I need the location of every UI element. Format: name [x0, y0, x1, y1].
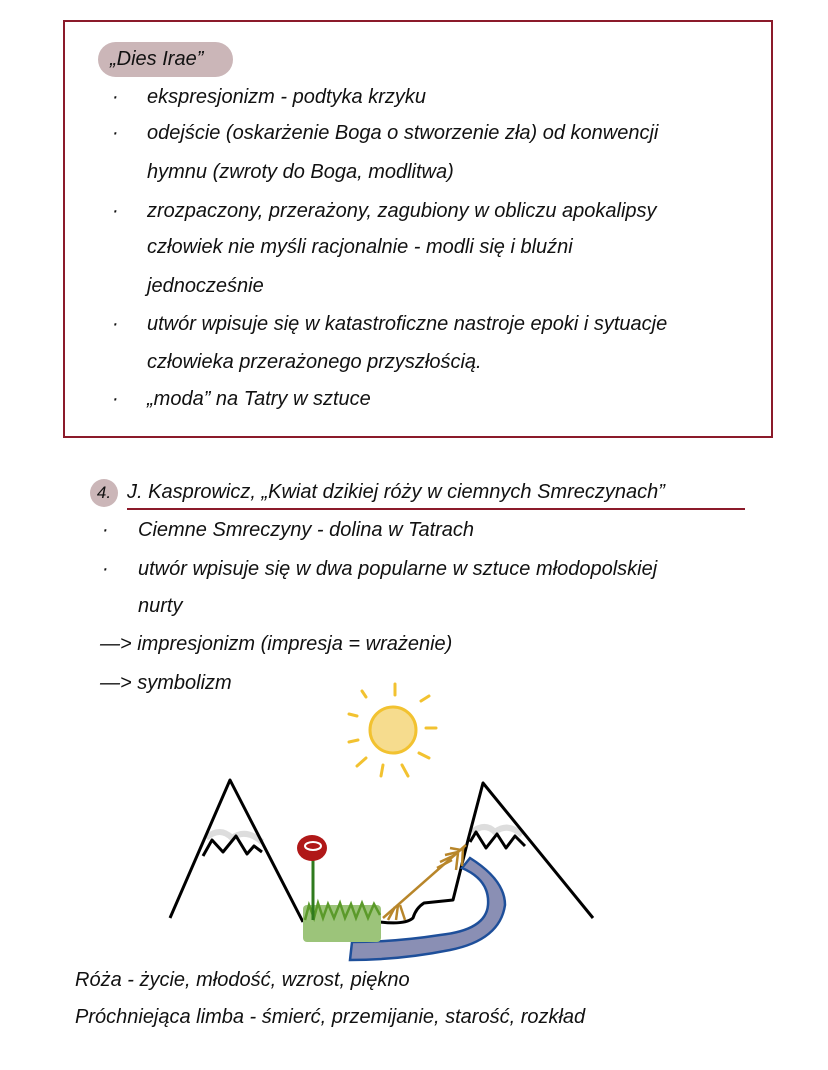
sun-icon	[349, 684, 436, 776]
arrow-item: —> symbolizm	[100, 672, 232, 694]
bullet-text: utwór wpisuje się w katastroficzne nastroje epoki i sytuacje	[147, 313, 668, 335]
bullet-text: Ciemne Smreczyny - dolina w Tatrach	[138, 519, 475, 541]
bullet: ·	[102, 558, 109, 580]
bullet-text: zrozpaczony, przerażony, zagubiony w obliczu apokalipsy	[147, 200, 657, 222]
bullet-text: człowiek nie myśli racjonalnie - modli się i bluźni	[147, 236, 573, 258]
bullet-text: nurty	[138, 595, 183, 617]
limba-branch	[383, 845, 466, 920]
bullet-text: hymnu (zwroty do Boga, modlitwa)	[147, 161, 454, 183]
bullet-text: odejście (oskarżenie Boga o stworzenie zła) od konwencji	[147, 122, 659, 144]
bullet-text: „moda” na Tatry w sztuce	[147, 388, 371, 410]
bullet: ·	[112, 200, 119, 222]
bullet-text: człowieka przerażonego przyszłością.	[147, 351, 482, 373]
bullet: ·	[112, 313, 119, 335]
section-number: 4.	[90, 479, 118, 507]
right-mountain	[380, 783, 593, 923]
bullet-text: utwór wpisuje się w dwa popularne w sztuce młodopolskiej	[138, 558, 658, 580]
bullet: ·	[112, 388, 119, 410]
left-mountain	[170, 780, 303, 922]
note-rose: Róża - życie, młodość, wzrost, piękno	[75, 969, 410, 991]
bullet-text: jednocześnie	[147, 275, 264, 297]
section2-title: J. Kasprowicz, „Kwiat dzikiej róży w ciemnych Smreczynach”	[127, 481, 665, 503]
bullet: ·	[102, 519, 109, 541]
bullet: ·	[112, 122, 119, 144]
bullet-text: ekspresjonizm - podtyka krzyku	[147, 86, 426, 108]
section1-title: „Dies Irae”	[110, 48, 204, 70]
arrow-item: —> impresjonizm (impresja = wrażenie)	[100, 633, 453, 655]
note-limba: Próchniejąca limba - śmierć, przemijanie, starość, rozkład	[75, 1006, 586, 1028]
bullet: ·	[112, 86, 119, 108]
